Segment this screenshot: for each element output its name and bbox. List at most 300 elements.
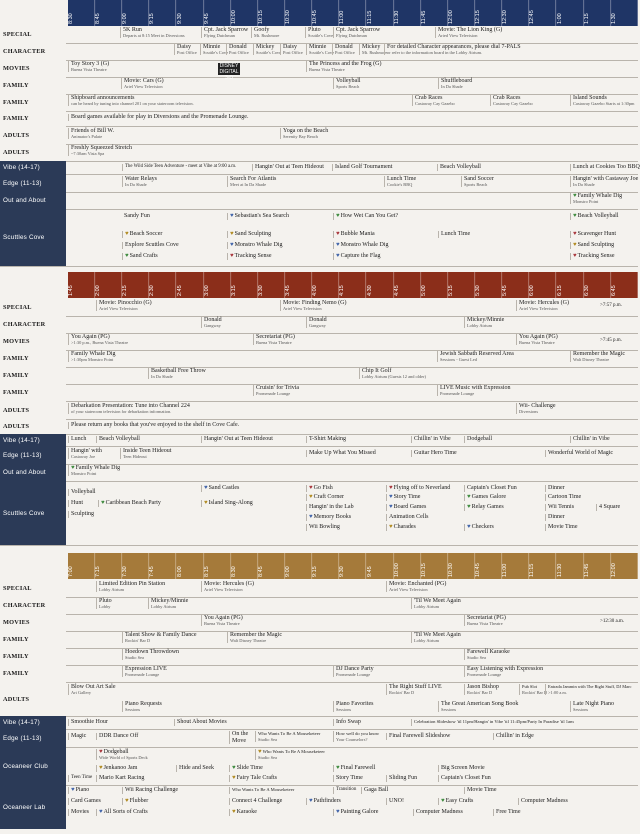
event-late-night-piano: Late Night Piano Sessions <box>570 701 638 712</box>
time-slot: 11:30 <box>394 0 421 26</box>
event-you-again: You Again (PG) Buena Vista Theatre <box>201 615 351 626</box>
time-slot: 11:15 <box>529 553 556 579</box>
event-final-farewell: ♥Final Farewell <box>333 765 437 772</box>
event-monstro-whale: ♥Monstro Whale Dig <box>227 242 332 249</box>
row-special <box>0 26 638 44</box>
event-goofy: Goofy Mt. Rushmore <box>251 27 281 38</box>
row-movies <box>0 614 638 632</box>
heart-icon: ♥ <box>99 809 103 815</box>
row-family-3 <box>0 111 638 127</box>
event-computer-madness-2: Computer Madness <box>413 809 493 816</box>
event-mario-kart: Mario Kart Racing <box>96 775 229 782</box>
event-scavenger-hunt: ♥Scavenger Hunt <box>570 231 638 238</box>
time-slot: 10:45 <box>312 0 339 26</box>
row-family-3 <box>0 665 638 683</box>
event-four-square: 4 Square <box>596 504 638 511</box>
heart-icon: ♥ <box>336 242 340 248</box>
event-flubber: ♥Flubber <box>122 798 229 805</box>
event-dinner-2: Dinner <box>545 514 638 521</box>
event-magic: Magic <box>68 733 96 740</box>
time-slot: 11:00 <box>502 553 529 579</box>
row-label: Edge (11-13) <box>0 446 66 464</box>
time-slot: 10:15 <box>421 553 448 579</box>
event-beach-volleyball-kids: ♥Beach Volleyball <box>570 213 638 220</box>
time-slot: 3:45 <box>285 272 312 298</box>
event-secretariat-time: >12:30 a.m. <box>600 619 625 624</box>
time-slot: 5:00 <box>421 272 448 298</box>
row-label: FAMILY <box>0 350 66 367</box>
row-movies <box>0 60 638 81</box>
row-label: Vibe (14-17) <box>0 716 66 729</box>
event-monstro-whale-2: ♥Monstro Whale Dig <box>333 242 438 249</box>
event-gaga-ball: Gaga Ball <box>361 787 464 794</box>
event-blowout-art: Blow Out Art Sale Art Gallery <box>68 684 168 695</box>
time-slot: 6:45 <box>611 272 638 298</box>
heart-icon: ♥ <box>204 500 208 506</box>
time-slot: 11:15 <box>367 0 394 26</box>
heart-icon: ♥ <box>230 213 234 219</box>
row-adults-2 <box>0 419 638 435</box>
row-label: SPECIAL <box>0 579 66 597</box>
row-character <box>0 597 638 615</box>
event-jason-bishop: Jason Bishop Rockin' Bar D <box>464 684 519 695</box>
row-label: FAMILY <box>0 367 66 384</box>
event-flying-neverland: ♥Flying off to Neverland <box>386 485 464 492</box>
event-craft-corner: ♥Craft Corner <box>306 494 386 501</box>
row-label: CHARACTER <box>0 316 66 333</box>
time-slot: 12:00 <box>448 0 475 26</box>
time-slot: 4:45 <box>394 272 421 298</box>
time-slot: 8:30 <box>68 0 95 26</box>
time-slot: 10:30 <box>285 0 312 26</box>
event-wonderful-world: Wonderful World of Magic <box>545 450 638 457</box>
event-painting-galore: ♥Painting Galore <box>333 809 413 816</box>
event-til-we-meet: 'Til We Meet Again Lobby Atrium <box>411 632 491 643</box>
section-morning <box>0 26 638 266</box>
row-label: Edge (11-13) <box>0 729 66 747</box>
heart-icon: ♥ <box>336 765 340 771</box>
event-movies: Movies <box>68 809 96 816</box>
event-secretariat: Secretariat (PG) Buena Vista Theatre <box>253 334 403 345</box>
row-adults-1 <box>0 126 638 145</box>
event-chillin-edge: Chillin' in Edge <box>493 733 638 740</box>
heart-icon: ♥ <box>204 485 208 491</box>
time-slot: 2:15 <box>122 272 149 298</box>
row-label: MOVIES <box>0 60 66 77</box>
event-family-whale: Family Whale Dig >1:30pm Monstro Point <box>68 351 188 362</box>
event-crab-races-1: Crab Races Castaway Cay Gazebo <box>412 95 487 106</box>
event-piano-favorites: Piano Favorites Sessions <box>333 701 438 712</box>
event-you-again-2: You Again (PG) Buena Vista Theatre <box>516 334 596 345</box>
heart-icon: ♥ <box>336 253 340 259</box>
event-mickey-2: Mickey Mt. Rushmore <box>359 44 384 55</box>
event-volleyball: Volleyball Sports Beach <box>333 78 433 89</box>
event-animation-cells: Animation Cells <box>386 514 466 521</box>
heart-icon: ♥ <box>99 749 103 755</box>
event-beach-volleyball: Beach Volleyball <box>437 164 567 171</box>
row-family-2 <box>0 367 638 385</box>
event-celebration: Celebration Slideshow 'til 11pm/Hangin' in Vibe 'til 11:45pm/Party In Paradise 'til 1am <box>411 719 638 726</box>
event-finding-nemo: Movie: Finding Nemo (G) Ariel View Television <box>280 300 460 311</box>
row-label: Out and About <box>0 192 66 209</box>
event-lunch-time: Lunch Time Cookie's BBQ <box>384 176 461 187</box>
event-explore-scuttles: Explore Scuttles Cove <box>122 242 222 249</box>
event-pathfinders: ♥Pathfinders <box>306 798 386 805</box>
event-chillin-vibe-2: Chillin' in Vibe <box>570 436 638 443</box>
event-water-relays: Water Relays In Da Shade <box>122 176 227 187</box>
event-donald: Donald Post Office <box>226 44 253 55</box>
event-secretariat: Secretariat (PG) Buena Vista Theatre <box>464 615 564 626</box>
event-farewell-karaoke: Farewell Karaoke Studio Sea <box>464 649 584 660</box>
heart-icon: ♥ <box>309 485 313 491</box>
event-enchanted: Movie: Enchanted (PG) Ariel View Television <box>386 581 566 592</box>
event-piano: ♥Piano <box>68 787 96 794</box>
row-label: ADULTS <box>0 682 66 716</box>
heart-icon: ♥ <box>389 494 393 500</box>
event-toy-story: Toy Story 3 (G) Buena Vista Theatre <box>68 61 188 72</box>
event-friends-bill: Friends of Bill W. Animator's Palate <box>68 128 148 139</box>
row-edge <box>0 174 638 193</box>
heart-icon: ♥ <box>71 787 75 793</box>
event-basketball: Basketball Free Throw In Da Shade <box>148 368 268 379</box>
heart-icon: ♥ <box>101 500 105 506</box>
event-go-fish: ♥Go Fish <box>306 485 386 492</box>
time-slot: 11:30 <box>557 553 584 579</box>
row-out-and-about <box>0 464 638 482</box>
event-piano-requests: Piano Requests Sessions <box>122 701 272 712</box>
event-cpt-jack-2: Cpt. Jack Sparrow Flying Dutchman <box>333 27 405 38</box>
heart-icon: ♥ <box>336 231 340 237</box>
event-slide-time: ♥Slide Time <box>229 765 333 772</box>
event-remember-magic: Remember the Magic Walt Disney Theatre <box>227 632 367 643</box>
event-lunch: Lunch <box>68 436 96 443</box>
event-story-time: ♥Story Time <box>386 494 464 501</box>
row-label: CHARACTER <box>0 43 66 60</box>
heart-icon: ♥ <box>232 775 236 781</box>
event-memory-books: ♥Memory Books <box>306 514 386 521</box>
event-movie-time: Movie Time <box>464 787 568 794</box>
event-all-sorts: ♥All Sorts of Crafts <box>96 809 229 816</box>
event-island-sing: ♥Island Sing-Along <box>201 500 306 507</box>
time-slot: 11:00 <box>339 0 366 26</box>
event-right-stuff: The Right Stuff LIVE Rockin' Bar D <box>386 684 462 695</box>
event-uno: UNO! <box>386 798 438 805</box>
event-on-the-move: On the Move <box>229 731 255 744</box>
event-caribbean: ♥Caribbean Beach Party <box>98 500 201 507</box>
event-board-games: Board games available for play in Diversions and the Promenade Lounge. <box>68 114 468 121</box>
disney-3d-logo: DISNEY DIGITAL 3-D <box>219 63 239 81</box>
event-return-books: Please return any books that you've enjoyed to the shelf in Cove Cafe. <box>68 422 468 429</box>
heart-icon: ♥ <box>309 494 313 500</box>
row-label: SPECIAL <box>0 298 66 316</box>
heart-icon: ♥ <box>71 465 75 471</box>
event-island-sounds: Island Sounds Castaway Gazebo Starts at 1:30pm <box>570 95 638 106</box>
heart-icon: ♥ <box>389 524 393 530</box>
event-relay-games: ♥Relay Games <box>464 504 544 511</box>
time-header-morning <box>68 0 638 26</box>
row-label: ADULTS <box>0 419 66 434</box>
event-freshly-squeezed: Freshly Squeezed Stretch ~7:30am Vista Spa <box>68 145 148 156</box>
event-yoga: Yoga on the Beach Serenity Bay Beach <box>280 128 400 139</box>
event-pub-slot: Pub Slot Rockin' Bar D <box>519 684 544 695</box>
event-entrada: Entrada Jammin with The Right Stuff, DJ Marc >1:00 a.m. <box>545 684 638 695</box>
row-label: FAMILY <box>0 77 66 94</box>
time-slot: 7:30 <box>122 553 149 579</box>
time-slot: 2:00 <box>95 272 122 298</box>
row-label: Scuttles Cove <box>0 481 66 545</box>
event-connect-four: Connect 4 Challenge <box>229 798 306 805</box>
event-sliding-fun: Sliding Fun <box>386 775 438 782</box>
row-family-3 <box>0 384 638 402</box>
event-sand-soccer: Sand Soccer Sports Beach <box>461 176 568 187</box>
event-mickey-minnie: Mickey/Minnie Lobby Atrium <box>464 317 544 328</box>
event-dodgeball: ♥Dodgeball Wide World of Sports Deck <box>96 749 216 760</box>
time-slot: 2:30 <box>149 272 176 298</box>
time-slot: 7:45 <box>149 553 176 579</box>
event-great-american: The Great American Song Book Sessions <box>438 701 545 712</box>
event-pin-station: Limited Edition Pin Station Lobby Atrium <box>96 581 200 592</box>
time-header-afternoon <box>68 272 638 298</box>
event-beach-soccer: ♥Beach Soccer <box>122 231 222 238</box>
row-family-2 <box>0 94 638 112</box>
event-wild-side: The Wild Side Teen Adventure - meet at Vibe at 9:00 a.m. <box>122 164 252 171</box>
event-transition: Transition <box>333 787 361 794</box>
heart-icon: ♥ <box>336 809 340 815</box>
time-slot: 5:15 <box>448 272 475 298</box>
event-mickey: Mickey Scuttle's Cove <box>253 44 280 55</box>
event-captains-closet: Captain's Closet Fun <box>464 485 544 492</box>
time-slot: 5:45 <box>502 272 529 298</box>
row-family-1 <box>0 77 638 95</box>
time-slot: 3:30 <box>258 272 285 298</box>
heart-icon: ♥ <box>309 798 313 804</box>
event-games-galore: ♥Games Galore <box>464 494 544 501</box>
section-evening <box>0 579 638 834</box>
heart-icon: ♥ <box>573 242 577 248</box>
heart-icon: ♥ <box>230 242 234 248</box>
event-wii-bowling: Wii Bowling <box>306 524 386 531</box>
heart-icon: ♥ <box>467 494 471 500</box>
event-you-again-time: >7:45 p.m. <box>600 338 622 343</box>
row-label: ADULTS <box>0 144 66 161</box>
event-charades: ♥Charades <box>386 524 464 531</box>
time-slot: 9:30 <box>339 553 366 579</box>
event-how-wet: ♥How Wet Can You Get? <box>333 213 438 220</box>
time-slot: 11:45 <box>584 553 611 579</box>
row-label: Oceaneer Club <box>0 747 66 785</box>
row-label: Vibe (14-17) <box>0 434 66 446</box>
row-special <box>0 579 638 598</box>
event-smoothie: Smoothie Hour <box>68 719 173 726</box>
event-hangin-castaway: Hangin' with Castaway Joe In Da Shade <box>570 176 638 187</box>
event-shout-movies: Shout About Movies <box>174 719 333 726</box>
event-daisy: Daisy Post Office <box>174 44 200 55</box>
event-sand-crafts: ♥Sand Crafts <box>122 253 222 260</box>
event-wii-challenge: Wii- Challenge Diversions <box>516 403 616 414</box>
event-sculpting: Sculpting <box>68 511 98 518</box>
event-donald-2: Donald Gangway <box>306 317 366 328</box>
event-card-games: Card Games <box>68 798 122 805</box>
event-hangin-lab: Hangin' in the Lab <box>306 504 386 511</box>
time-slot: 8:00 <box>177 553 204 579</box>
time-slot: 4:00 <box>312 272 339 298</box>
time-slot: 10:30 <box>448 553 475 579</box>
time-header-evening <box>68 553 638 579</box>
event-family-whale-dig: ♥Family Whale Dig Monstro Point <box>68 465 168 476</box>
event-bubble-mania: ♥Bubble Mania <box>333 231 438 238</box>
time-slot: 6:15 <box>557 272 584 298</box>
heart-icon: ♥ <box>441 798 445 804</box>
time-slot: 11:45 <box>421 0 448 26</box>
time-slot: 3:15 <box>231 272 258 298</box>
heart-icon: ♥ <box>232 809 236 815</box>
event-til-we-meet: 'Til We Meet Again Lobby Atrium <box>411 598 491 609</box>
event-remember-magic: Remember the Magic Walt Disney Theatre <box>570 351 638 362</box>
event-expression-live: Expression LIVE Promenade Lounge <box>122 666 242 677</box>
event-pluto: Pluto Scuttle's Cove <box>305 27 333 38</box>
time-slot: 9:30 <box>177 0 204 26</box>
event-sand-sculpting-2: ♥Sand Sculpting <box>570 242 638 249</box>
event-hide-seek: Hide and Seek <box>176 765 229 772</box>
time-slot: 12:30 <box>502 0 529 26</box>
row-adults-1 <box>0 401 638 420</box>
heart-icon: ♥ <box>573 213 577 219</box>
heart-icon: ♥ <box>230 253 234 259</box>
event-teen-time: Teen Time <box>68 775 96 782</box>
row-label: Out and About <box>0 464 66 481</box>
row-adults <box>0 682 638 717</box>
row-movies <box>0 333 638 351</box>
event-daisy-2: Daisy Post Office <box>280 44 306 55</box>
time-slot: 7:15 <box>95 553 122 579</box>
event-guitar-hero: Guitar Hero Time <box>411 450 545 457</box>
time-slot: 9:15 <box>149 0 176 26</box>
time-slot: 7:00 <box>68 553 95 579</box>
row-character <box>0 43 638 61</box>
time-slot: 5:30 <box>475 272 502 298</box>
event-donald: Donald Gangway <box>201 317 261 328</box>
row-oceaneer-club <box>0 747 638 786</box>
row-label: MOVIES <box>0 614 66 631</box>
row-label: Scuttles Cove <box>0 209 66 266</box>
event-easy-crafts: ♥Easy Crafts <box>438 798 518 805</box>
time-slot: 8:15 <box>204 553 231 579</box>
event-board-games: ♥Board Games <box>386 504 464 511</box>
event-ddr: DDR Dance Off <box>96 733 229 740</box>
row-vibe <box>0 161 638 175</box>
event-hercules: Movie: Hercules (G) Ariel View Television <box>516 300 596 311</box>
event-sand-sculpting: ♥Sand Sculpting <box>227 231 332 238</box>
time-slot: 9:00 <box>122 0 149 26</box>
time-slot: 9:00 <box>285 553 312 579</box>
row-label: Vibe (14-17) <box>0 161 66 174</box>
row-family-1 <box>0 350 638 368</box>
row-label: SPECIAL <box>0 26 66 43</box>
event-tshirt: T-Shirt Making <box>306 436 411 443</box>
event-fairy-tale: ♥Fairy Tale Crafts <box>229 775 333 782</box>
heart-icon: ♥ <box>336 213 340 219</box>
heart-icon: ♥ <box>573 253 577 259</box>
row-scuttles-cove <box>0 481 638 546</box>
row-adults-2 <box>0 144 638 162</box>
heart-icon: ♥ <box>125 253 129 259</box>
event-info-swap: Info Swap <box>333 719 410 726</box>
event-dj-dance: DJ Dance Party Promenade Lounge <box>333 666 453 677</box>
time-slot: 9:15 <box>312 553 339 579</box>
event-donald-2: Donald Post Office <box>332 44 359 55</box>
time-slot: 12:15 <box>475 0 502 26</box>
event-minnie: Minnie Scuttle's Cove <box>200 44 226 55</box>
event-tracking-sense-2: ♥Tracking Sense <box>570 253 638 260</box>
event-lion-king: Movie: The Lion King (G) Aried View Television <box>435 27 555 38</box>
event-cpt-jack-1: Cpt. Jack Sparrow Flying Dutchman <box>201 27 251 38</box>
event-volleyball: Volleyball <box>68 489 98 496</box>
row-label: ADULTS <box>0 401 66 419</box>
event-cars: Movie: Cars (G) Ariel View Television <box>121 78 241 89</box>
heart-icon: ♥ <box>389 485 393 491</box>
time-slot: 6:30 <box>584 272 611 298</box>
row-label: MOVIES <box>0 333 66 350</box>
event-make-up: Make Up What You Missed <box>306 450 411 457</box>
event-who-wants: Who Wants To Be A Mouseketeer Studio Sea <box>255 731 335 742</box>
time-slot: 12:45 <box>529 0 556 26</box>
event-you-again: You Again (PG) >1:30 p.m., Buena Vista Theatre <box>68 334 218 345</box>
row-label: CHARACTER <box>0 597 66 614</box>
event-wii-racing: Wii Racing Challenge <box>122 787 229 794</box>
heart-icon: ♥ <box>230 231 234 237</box>
heart-icon: ♥ <box>258 749 262 755</box>
event-captains-closet: Captain's Closet Fun <box>438 775 568 782</box>
event-shuffleboard: Shuffleboard In Da Shade <box>438 78 518 89</box>
event-character-note: For detailed Character appearances, please dial 7-PALS or refer to the information board in the Lobby Atrium. <box>384 44 574 55</box>
event-dinner: Dinner <box>545 485 638 492</box>
time-slot: 10:00 <box>394 553 421 579</box>
event-easy-listening: Easy Listening with Expression Promenade Lounge <box>464 666 584 677</box>
event-talent-show: Talent Show & Family Dance Rockin' Bar D <box>122 632 227 643</box>
row-label: Oceaneer Lab <box>0 785 66 829</box>
event-sandy-fun: Sandy Fun <box>124 213 150 219</box>
section-afternoon <box>0 298 638 548</box>
event-island-golf: Island Golf Tournament <box>332 164 436 171</box>
event-princess-frog: The Princess and the Frog (G) Buena Vista Theatre <box>306 61 456 72</box>
event-lunch-time-kids: Lunch Time <box>438 231 518 238</box>
event-sand-castles: ♥Sand Castles <box>201 485 306 492</box>
row-label: FAMILY <box>0 111 66 126</box>
event-hercules-time: >7:57 p.m. <box>600 303 622 308</box>
time-slot: 9:45 <box>204 0 231 26</box>
event-inside-teen: Inside Teen Hideout Teen Hideout <box>120 448 220 459</box>
row-label: FAMILY <box>0 631 66 648</box>
event-capture-flag: ♥Capture the Flag <box>333 253 438 260</box>
time-slot: 3:00 <box>204 272 231 298</box>
event-hercules: Movie: Hercules (G) Ariel View Television <box>201 581 351 592</box>
event-dodgeball: Dodgeball <box>464 436 570 443</box>
event-big-screen: Big Screen Movie <box>438 765 568 772</box>
time-slot: 12:00 <box>611 553 638 579</box>
time-slot: 10:15 <box>258 0 285 26</box>
event-5k-run: 5K Run Departs at 8:15 Meet in Diversions <box>120 27 178 38</box>
heart-icon: ♥ <box>389 504 393 510</box>
event-chillin-vibe: Chillin' in Vibe <box>411 436 464 443</box>
event-shipboard: Shipboard announcements can be heard by tuning into channel 201 on your stateroom television. <box>68 95 318 106</box>
time-slot: 4:30 <box>367 272 394 298</box>
time-slot: 1:45 <box>68 272 95 298</box>
heart-icon: ♥ <box>309 514 313 520</box>
heart-icon: ♥ <box>232 765 236 771</box>
row-label: FAMILY <box>0 665 66 682</box>
row-label: FAMILY <box>0 648 66 665</box>
event-hunt: Hunt <box>68 500 98 507</box>
